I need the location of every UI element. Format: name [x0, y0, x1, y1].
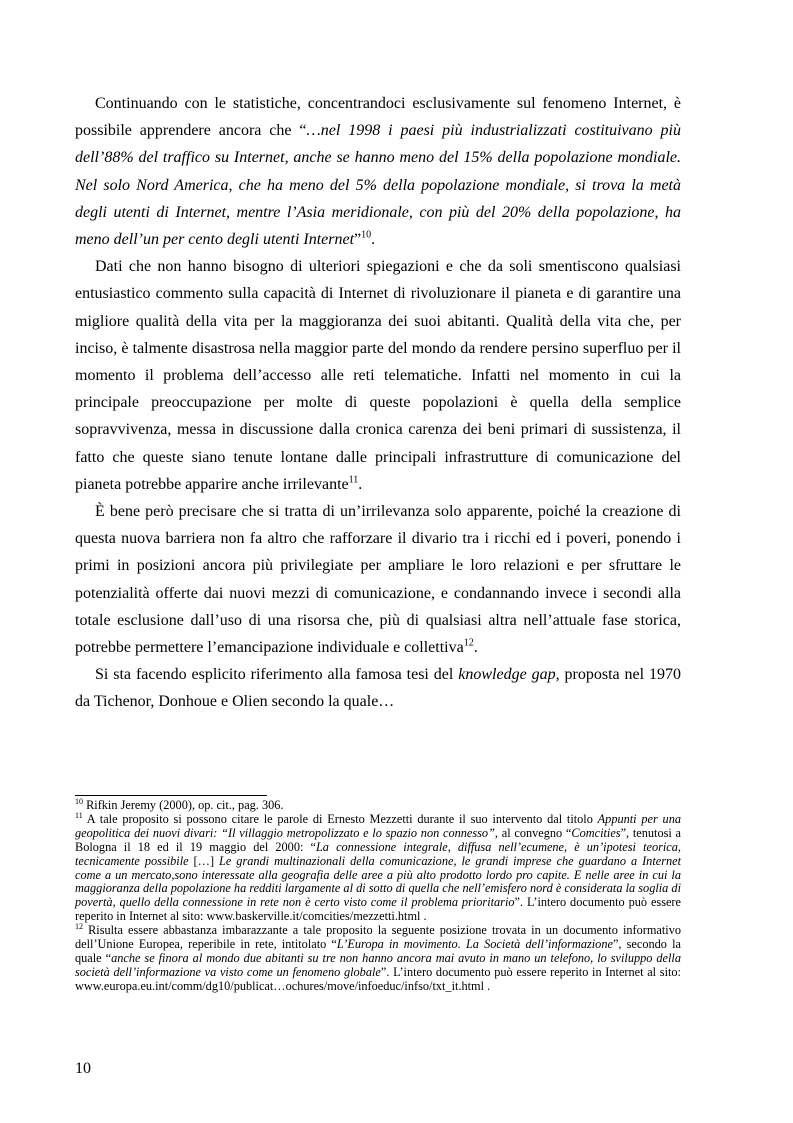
text: , proposta nel 1970 da Tichenor, Donhoue e Olien secondo la quale…: [75, 666, 681, 711]
footnote-number: 11: [75, 810, 83, 820]
footnote-text: […]: [188, 853, 220, 868]
footnote-italic-text: Le grandi multinazionali della comunicazione, le grandi imprese che guardano a Internet come a un mercato,sono interessate alla geografia delle aree a più alto prodotto lordo pro capite. E nelle aree in cui la maggioranza della popolazione ha redditi largamente al di sotto di quella che nell’emisfero nord è considerata la soglia di povertà, quello della connessione in rete non è certo visto come il problema prioritario: [75, 853, 682, 910]
footnote-number: 12: [75, 922, 83, 932]
footnote-10: [75, 796, 681, 813]
text: Si sta facendo esplicito riferimento alla famosa tesi del: [95, 666, 459, 684]
paragraph-2: [75, 253, 681, 498]
footnote-text: Rifkin Jeremy (2000), op. cit., pag. 306.: [83, 798, 284, 812]
footnote-text: ”. L’intero documento può essere reperito in Internet al sito: www.baskerville.it/comcities/mezzetti.html .: [75, 895, 681, 924]
footnote-text: ”, secondo la quale “: [75, 937, 681, 965]
footnote-italic-text: L’Europa in movimento. La Società dell’informazione: [336, 937, 613, 952]
paragraph-1: [75, 90, 681, 253]
text: .: [358, 475, 363, 493]
text: .: [473, 639, 478, 657]
footnote-text: ”. L’intero documento può essere reperito in Internet al sito: www.europa.eu.int/comm/dg10/publicat…ochures/move/infoeduc/infso/txt_it.html .: [75, 964, 681, 993]
footnote-ref-10[interactable]: 10: [361, 229, 372, 241]
footnote-italic-text: Comcities: [571, 825, 621, 840]
text: .: [371, 231, 376, 249]
footnote-text: ”, tenutosi a Bologna il 18 ed il 19 maggio del 2000: “: [75, 825, 682, 854]
term: knowledge gap: [458, 666, 556, 684]
text: ”: [354, 231, 362, 249]
footnote-italic-text: Appunti per una geopolitica dei nuovi divari: “Il villaggio metropolizzato e lo spazio non connesso”: [75, 811, 681, 840]
body-text: [75, 90, 681, 716]
footnote-12: [75, 924, 681, 994]
footnote-ref-11[interactable]: 11: [348, 474, 359, 486]
footnote-separator: [75, 795, 267, 796]
text: Dati che non hanno bisogno di ulteriori spiegazioni e che da soli smentiscono qualsiasi entusiastico commento sulla capacità di Internet di rivoluzionare il pianeta e di garantire una migliore qualità della vita per la maggioranza dei suoi abitanti. Qualità della vita che, per inciso, è talmente disastrosa nella maggior parte del mondo da rendere persino superfluo per il momento il problema dell’accesso alle reti telematiche. Infatti nel momento in cui la principale preoccupazione per molte di queste popolazioni è quella della semplice sopravvivenza, messa in discussione dalla cronica carenza dei beni primari di sussistenza, il fatto che queste siano tenute lontane dalle principali infrastrutture di comunicazione del pianeta potrebbe apparire anche irrilevante: [75, 258, 681, 493]
text: Continuando con le statistiche, concentrandoci esclusivamente sul fenomeno Internet, è possibile apprendere ancora che “: [75, 95, 681, 140]
paragraph-3: [75, 498, 681, 661]
footnote-text: Risulta essere abbastanza imbarazzante a tale proposito la seguente posizione trovata in un documento informativo dell’Unione Europea, reperibile in rete, intitolato “: [75, 923, 681, 952]
footnotes: [75, 796, 682, 994]
footnote-text: , al convegno “: [494, 825, 572, 840]
footnote-text: A tale proposito si possono citare le parole di Ernesto Mezzetti durante il suo intervento dal titolo: [82, 811, 598, 826]
footnote-number: 10: [75, 796, 83, 806]
footnote-11: [75, 810, 682, 924]
footnote-italic-text: La connessione integrale, diffusa nell’ecumene, è un’ipotesi teorica, tecnicamente possibile: [75, 839, 681, 868]
quote: …nel 1998 i paesi più industrializzati costituivano più dell’88% del traffico su Internet, anche se hanno meno del 15% della popolazione mondiale. Nel solo Nord America, che ha meno del 5% della popolazione mondiale, si trova la metà degli utenti di Internet, mentre l’Asia meridionale, con più del 20% della popolazione, ha meno dell’un per cento degli utenti Internet: [75, 122, 682, 249]
footnote-ref-12[interactable]: 12: [463, 637, 474, 649]
text: È bene però precisare che si tratta di un’irrilevanza solo apparente, poiché la creazione di questa nuova barriera non fa altro che rafforzare il divario tra i ricchi ed i poveri, ponendo i primi in posizioni ancora più privilegiate per ampliare le loro relazioni e per sfruttare le potenzialità offerte dai nuovi mezzi di comunicazione, e condannando invece i secondi alla totale esclusione dall’uso di una risorsa che, più di qualsiasi altra nell’attuale fase storica, potrebbe permettere l’emancipazione individuale e collettiva: [75, 503, 681, 657]
page-number: 10: [75, 1060, 91, 1077]
footnote-italic-text: anche se finora al mondo due abitanti su tre non hanno ancora mai avuto in mano un telefono, lo sviluppo della società dell’informazione va visto come un fenomeno globale: [75, 950, 681, 979]
paragraph-4: [75, 661, 681, 715]
